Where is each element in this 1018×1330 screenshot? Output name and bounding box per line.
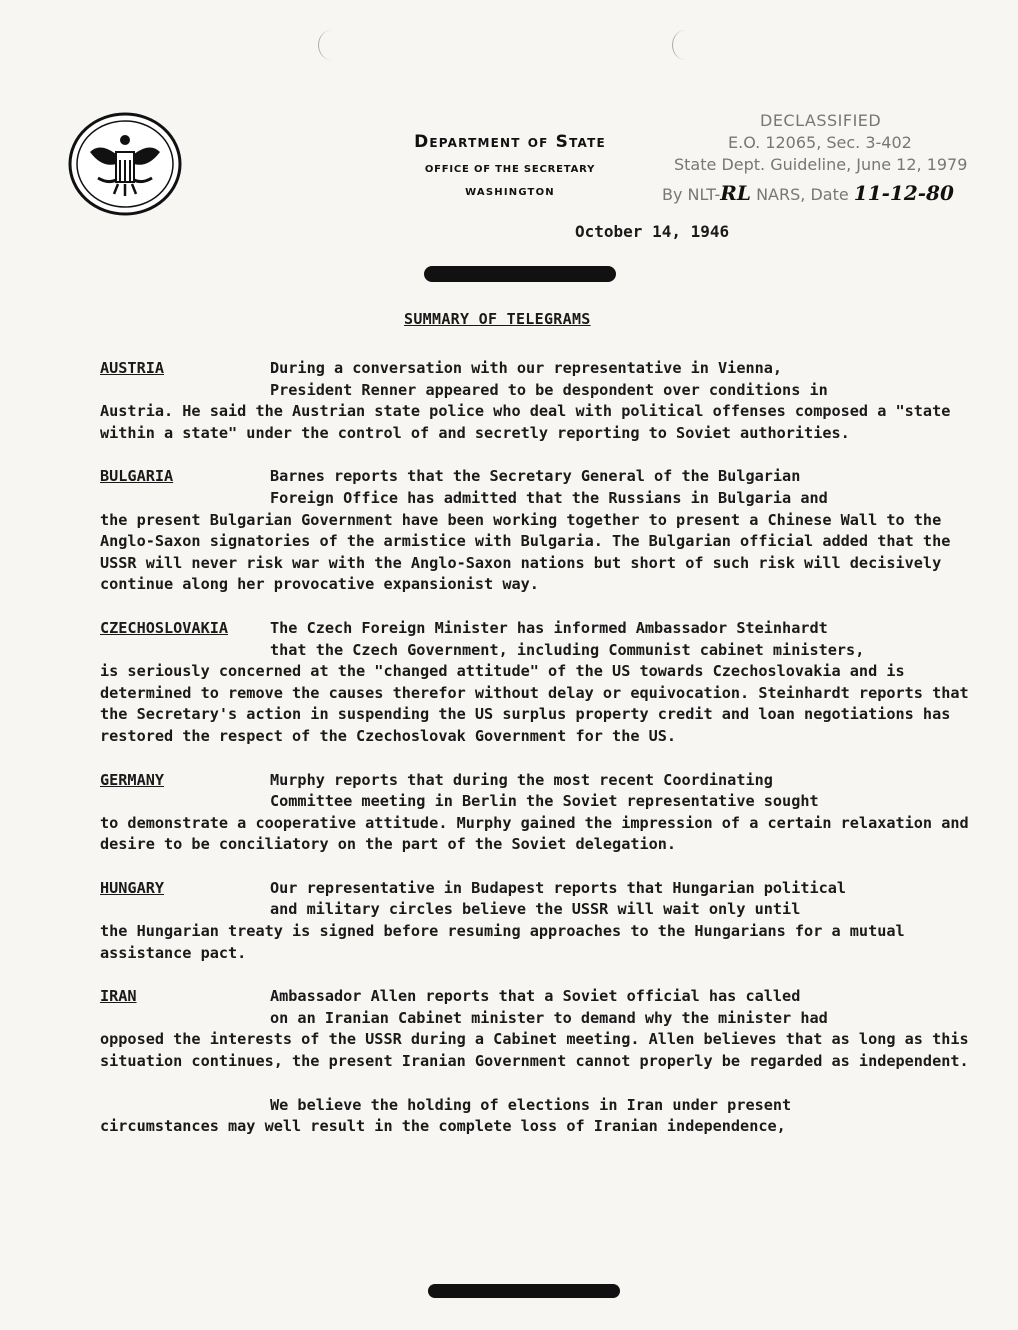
closing-paragraph bbox=[100, 1095, 970, 1138]
stamp-nars: NARS, Date bbox=[756, 185, 849, 204]
city-name: WASHINGTON bbox=[465, 187, 555, 198]
entry-first-line: Ambassador Allen reports that a Soviet official has called bbox=[270, 987, 801, 1006]
entry-text: to demonstrate a cooperative attitude. Murphy gained the impression of a certain relaxation and desire to be conciliatory on the part of the Soviet delegation. bbox=[100, 813, 969, 854]
entry-indent-line: that the Czech Government, including Communist cabinet ministers, bbox=[270, 640, 865, 659]
entry-iran bbox=[100, 986, 970, 1072]
stamp-line-1: DECLASSIFIED bbox=[760, 111, 882, 130]
document-date: October 14, 1946 bbox=[575, 222, 730, 241]
entry-indent-line: Committee meeting in Berlin the Soviet representative sought bbox=[270, 792, 819, 811]
entry-hungary bbox=[100, 878, 970, 964]
closing-first-line: We believe the holding of elections in Iran under present bbox=[270, 1095, 792, 1114]
entry-indent-line: and military circles believe the USSR will wait only until bbox=[270, 900, 801, 919]
redaction-bar-bottom bbox=[428, 1284, 620, 1298]
entry-first-line: The Czech Foreign Minister has informed Ambassador Steinhardt bbox=[270, 618, 828, 637]
state-department-seal bbox=[68, 112, 182, 216]
entry-text: the Hungarian treaty is signed before resuming approaches to the Hungarians for a mutual assistance pact. bbox=[100, 922, 905, 962]
stamp-handwritten-date: 11-12-80 bbox=[853, 181, 954, 205]
entry-first-line: Our representative in Budapest reports that Hungarian political bbox=[270, 878, 847, 897]
entry-indent-line: President Renner appeared to be despondent over conditions in bbox=[270, 380, 828, 399]
entry-first-line: Murphy reports that during the most recent Coordinating bbox=[270, 770, 773, 789]
punch-mark bbox=[672, 30, 699, 60]
declassified-stamp bbox=[662, 110, 992, 206]
office-name: OFFICE OF THE SECRETARY bbox=[424, 164, 596, 175]
entry-first-line: During a conversation with our representative in Vienna, bbox=[270, 359, 783, 377]
entry-text: opposed the interests of the USSR during a Cabinet meeting. Allen believes that as long as this situation continues, the present Iranian Government cannot properly be regarded as independent. bbox=[100, 1030, 969, 1071]
country-label: CZECHOSLOVAKIA bbox=[100, 618, 229, 637]
country-label: BULGARIA bbox=[100, 467, 174, 486]
letterhead bbox=[370, 132, 650, 198]
punch-mark bbox=[318, 30, 345, 60]
entry-indent-line: Foreign Office has admitted that the Russians in Bulgaria and bbox=[270, 488, 828, 507]
stamp-by-prefix: By NLT- bbox=[662, 185, 721, 204]
department-name: Department of State bbox=[414, 132, 606, 152]
entry-czechoslovakia bbox=[100, 618, 970, 748]
redaction-bar bbox=[424, 266, 616, 282]
entry-austria bbox=[100, 358, 970, 444]
country-label: HUNGARY bbox=[100, 878, 165, 897]
entry-bulgaria bbox=[100, 466, 970, 596]
entry-text: the present Bulgarian Government have been working together to present a Chinese Wall to the Anglo-Saxon signatories of the armistice with Bulgaria. The Bulgarian official added that the USSR will never risk war with the Anglo-Saxon nations but short of such risk will decisively continue along her provocative expansionist way. bbox=[100, 510, 951, 594]
country-label: IRAN bbox=[100, 987, 137, 1006]
stamp-line-3: State Dept. Guideline, June 12, 1979 bbox=[674, 155, 968, 174]
entry-text: Austria. He said the Austrian state police who deal with political offenses composed a "state within a state" under the control of and secretly reporting to Soviet authorities. bbox=[100, 402, 951, 442]
entry-indent-line: on an Iranian Cabinet minister to demand why the minister had bbox=[270, 1008, 828, 1027]
document-title: SUMMARY OF TELEGRAMS bbox=[404, 310, 591, 328]
stamp-line-4 bbox=[662, 182, 992, 206]
country-label: GERMANY bbox=[100, 770, 165, 789]
stamp-initials: RL bbox=[720, 181, 751, 205]
country-label: AUSTRIA bbox=[100, 359, 165, 377]
entry-germany bbox=[100, 770, 970, 856]
entry-text: is seriously concerned at the "changed attitude" of the US towards Czechoslovakia and is determined to remove the causes therefor without delay or equivocation. Steinhardt reports that the Secretary's action in suspending the US surplus property credit and loan negotiations has restored the respect of the Czechoslovak Government for the US. bbox=[100, 662, 969, 745]
closing-text: circumstances may well result in the complete loss of Iranian independence, bbox=[100, 1117, 786, 1136]
entry-first-line: Barnes reports that the Secretary General of the Bulgarian bbox=[270, 467, 801, 486]
document-body bbox=[100, 358, 970, 1160]
stamp-line-2: E.O. 12065, Sec. 3-402 bbox=[728, 133, 912, 152]
